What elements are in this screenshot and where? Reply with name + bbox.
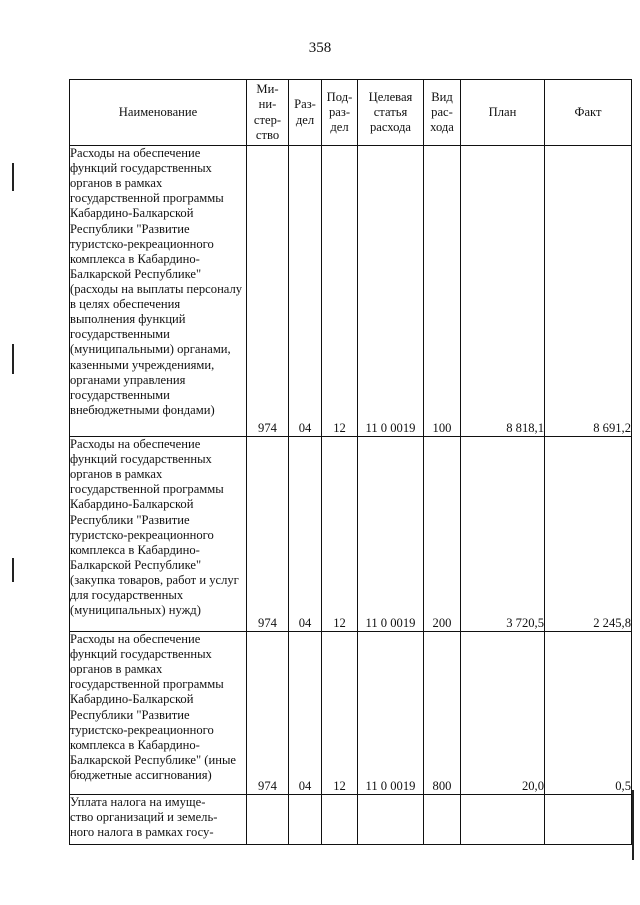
header-fact: Факт bbox=[545, 80, 632, 146]
row-subsection: 12 bbox=[322, 437, 358, 632]
row-target-article: 11 0 0019 bbox=[358, 632, 424, 795]
row-target-article: 11 0 0019 bbox=[358, 146, 424, 437]
table-row bbox=[70, 146, 632, 437]
row-plan: 3 720,5 bbox=[461, 437, 545, 632]
page-number: 358 bbox=[308, 40, 332, 56]
row-ministry: 974 bbox=[247, 146, 289, 437]
row-plan bbox=[461, 795, 545, 845]
header-target-article: Целевая статья расхода bbox=[358, 80, 424, 146]
header-subsection: Под- раз- дел bbox=[322, 80, 358, 146]
table-row bbox=[70, 632, 632, 795]
row-plan: 8 818,1 bbox=[461, 146, 545, 437]
row-subsection: 12 bbox=[322, 632, 358, 795]
header-name: Наименование bbox=[70, 80, 247, 146]
row-section: 04 bbox=[289, 632, 322, 795]
budget-table bbox=[69, 79, 632, 845]
header-expense-type: Вид рас- хода bbox=[424, 80, 461, 146]
row-description: Расходы на обеспечение функций государственных органов в рамках государственной программы Кабардино-Балкарской Республики "Развитие туристско-рекреационного комплекса в Кабардино-Балкарской Республике" (закупка товаров, работ и услуг для государственных (муниципальных) нужд) bbox=[70, 437, 247, 632]
scan-margin-mark bbox=[12, 163, 14, 191]
row-ministry bbox=[247, 795, 289, 845]
row-fact: 8 691,2 bbox=[545, 146, 632, 437]
row-expense-type: 200 bbox=[424, 437, 461, 632]
table-row bbox=[70, 437, 632, 632]
row-subsection: 12 bbox=[322, 146, 358, 437]
header-row bbox=[70, 80, 632, 146]
row-description: Уплата налога на имуще- ство организаций и земель- ного налога в рамках госу- bbox=[70, 795, 247, 845]
row-section: 04 bbox=[289, 146, 322, 437]
row-expense-type: 100 bbox=[424, 146, 461, 437]
row-target-article bbox=[358, 795, 424, 845]
row-plan: 20,0 bbox=[461, 632, 545, 795]
row-fact: 0,5 bbox=[545, 632, 632, 795]
scan-margin-mark bbox=[12, 558, 14, 582]
scan-margin-mark bbox=[12, 344, 14, 374]
scan-margin-mark bbox=[632, 790, 634, 860]
row-ministry: 974 bbox=[247, 437, 289, 632]
row-description: Расходы на обеспечение функций государственных органов в рамках государственной программы Кабардино-Балкарской Республики "Развитие туристско-рекреационного комплекса в Кабардино-Балкарской Республике" (расходы на выплаты персоналу в целях обеспечения выполнения функций государственными (муниципальными) органами, казенными учреждениями, органами управления государственными внебюджетными фондами) bbox=[70, 146, 247, 437]
table-row-partial bbox=[70, 795, 632, 845]
row-section: 04 bbox=[289, 437, 322, 632]
header-ministry: Ми- ни- стер- ство bbox=[247, 80, 289, 146]
row-expense-type bbox=[424, 795, 461, 845]
row-subsection bbox=[322, 795, 358, 845]
row-section bbox=[289, 795, 322, 845]
row-fact bbox=[545, 795, 632, 845]
row-ministry: 974 bbox=[247, 632, 289, 795]
row-target-article: 11 0 0019 bbox=[358, 437, 424, 632]
header-section: Раз- дел bbox=[289, 80, 322, 146]
row-expense-type: 800 bbox=[424, 632, 461, 795]
row-description: Расходы на обеспечение функций государственных органов в рамках государственной программы Кабардино-Балкарской Республики "Развитие туристско-рекреационного комплекса в Кабардино-Балкарской Республике" (иные бюджетные ассигнования) bbox=[70, 632, 247, 795]
row-fact: 2 245,8 bbox=[545, 437, 632, 632]
header-plan: План bbox=[461, 80, 545, 146]
